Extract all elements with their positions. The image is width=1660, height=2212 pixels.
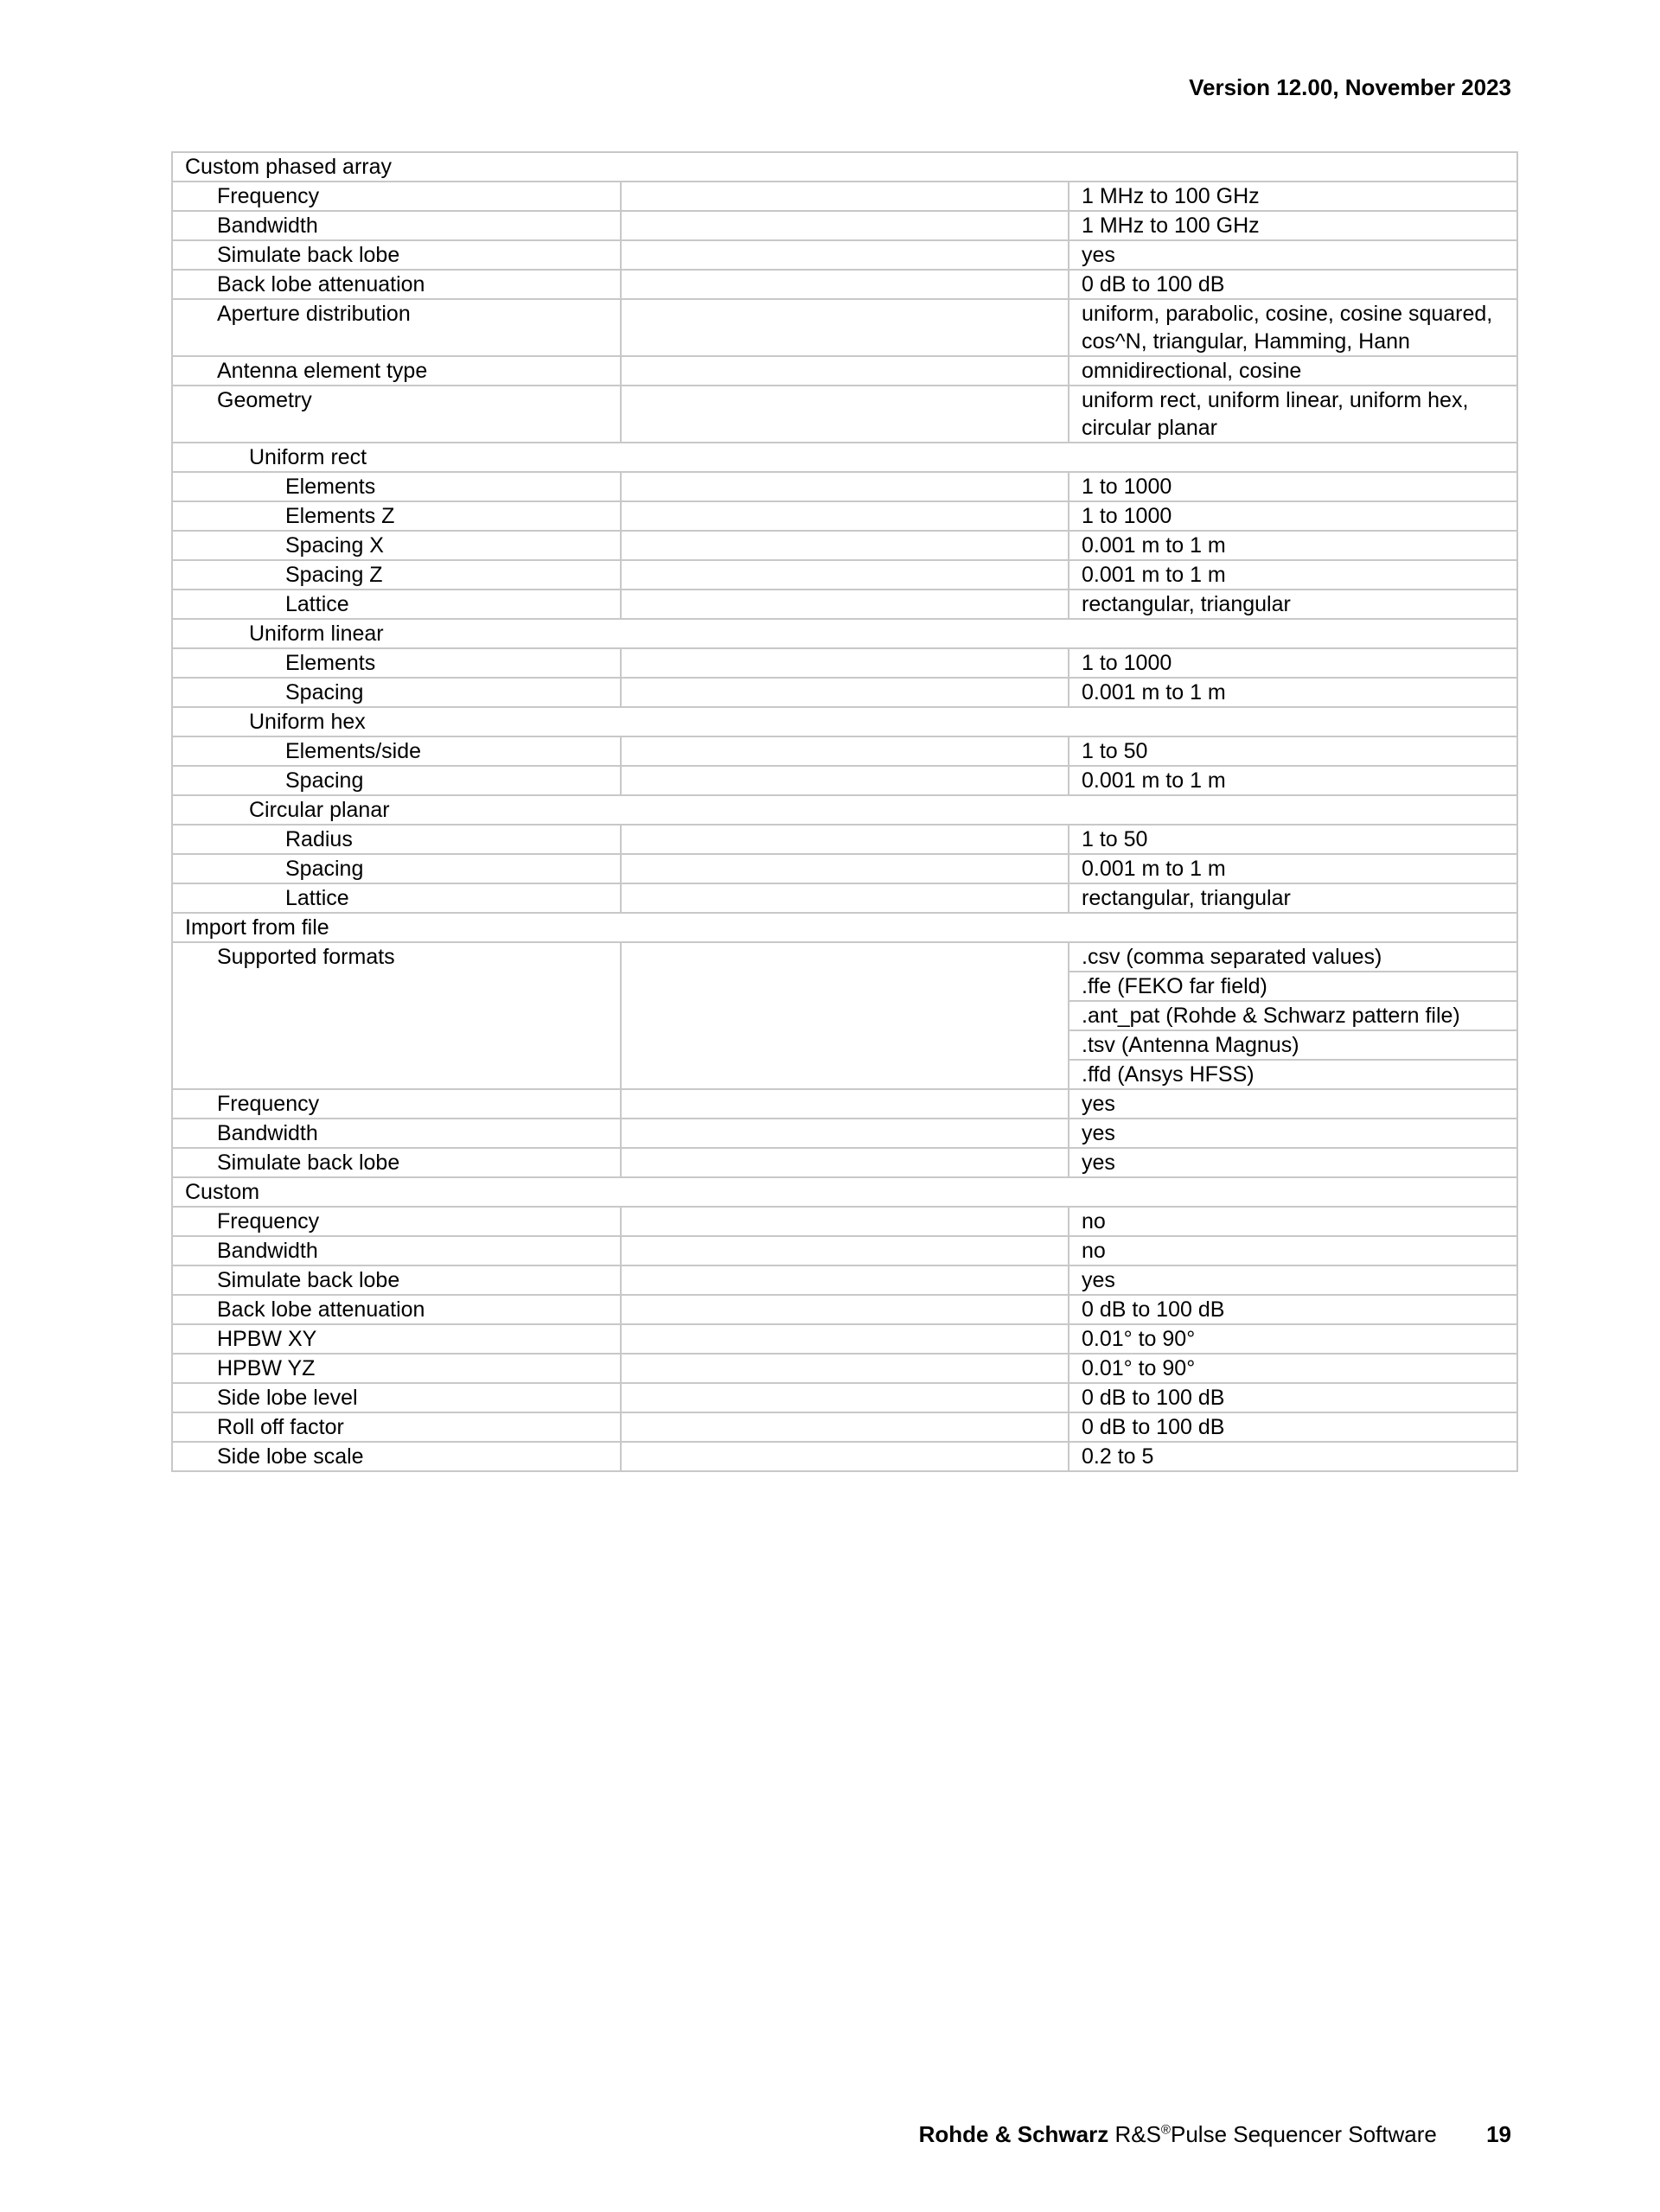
section-title: Import from file — [172, 913, 1517, 942]
table-row — [172, 854, 1517, 883]
param-label: Side lobe scale — [172, 1442, 621, 1471]
empty-cell — [621, 299, 1069, 356]
param-value: rectangular, triangular — [1069, 883, 1517, 913]
empty-cell — [621, 942, 1069, 1089]
param-value: yes — [1069, 1265, 1517, 1295]
param-label: Spacing — [172, 854, 621, 883]
format-value: .csv (comma separated values) — [1069, 942, 1517, 972]
section-row-import-from-file — [172, 913, 1517, 942]
empty-cell — [621, 501, 1069, 531]
empty-cell — [621, 1324, 1069, 1354]
header-version: Version 12.00, November 2023 — [1189, 74, 1511, 100]
footer-product-name: Pulse Sequencer Software — [1170, 2121, 1437, 2147]
table-row — [172, 299, 1517, 356]
empty-cell — [621, 1265, 1069, 1295]
param-label: Spacing — [172, 766, 621, 795]
empty-cell — [621, 1207, 1069, 1236]
param-label: Simulate back lobe — [172, 1148, 621, 1177]
param-value: 1 to 1000 — [1069, 648, 1517, 678]
table-row — [172, 560, 1517, 590]
table-row — [172, 942, 1517, 972]
empty-cell — [621, 560, 1069, 590]
table-row — [172, 211, 1517, 240]
param-label: Antenna element type — [172, 356, 621, 386]
subsection-title: Uniform linear — [172, 619, 1517, 648]
param-value: rectangular, triangular — [1069, 590, 1517, 619]
page-number: 19 — [1486, 2121, 1511, 2147]
subsection-title: Uniform hex — [172, 707, 1517, 736]
param-label: Frequency — [172, 182, 621, 211]
table-row — [172, 1119, 1517, 1148]
table-row — [172, 386, 1517, 443]
param-label: Spacing X — [172, 531, 621, 560]
empty-cell — [621, 240, 1069, 270]
table-row — [172, 472, 1517, 501]
param-label: HPBW XY — [172, 1324, 621, 1354]
param-label: HPBW YZ — [172, 1354, 621, 1383]
param-label: Lattice — [172, 883, 621, 913]
param-label: Simulate back lobe — [172, 1265, 621, 1295]
table-row — [172, 501, 1517, 531]
param-label: Back lobe attenuation — [172, 270, 621, 299]
param-value: omnidirectional, cosine — [1069, 356, 1517, 386]
param-value: 0.01° to 90° — [1069, 1324, 1517, 1354]
param-value: 1 to 1000 — [1069, 472, 1517, 501]
table-row — [172, 1148, 1517, 1177]
registered-mark: ® — [1160, 2122, 1171, 2138]
param-label: Elements — [172, 648, 621, 678]
format-value: .ant_pat (Rohde & Schwarz pattern file) — [1069, 1001, 1517, 1030]
table-row — [172, 1207, 1517, 1236]
table-row — [172, 240, 1517, 270]
param-label: Frequency — [172, 1207, 621, 1236]
table-row — [172, 766, 1517, 795]
section-row-custom-phased-array — [172, 152, 1517, 182]
table-row — [172, 1089, 1517, 1119]
empty-cell — [621, 648, 1069, 678]
param-value: 1 MHz to 100 GHz — [1069, 211, 1517, 240]
empty-cell — [621, 1383, 1069, 1412]
table-row — [172, 1265, 1517, 1295]
subsection-title: Uniform rect — [172, 443, 1517, 472]
table-row — [172, 1354, 1517, 1383]
param-label: Bandwidth — [172, 211, 621, 240]
param-label: Lattice — [172, 590, 621, 619]
empty-cell — [621, 270, 1069, 299]
param-value: no — [1069, 1207, 1517, 1236]
table-row — [172, 590, 1517, 619]
format-value: .tsv (Antenna Magnus) — [1069, 1030, 1517, 1060]
footer-brand: Rohde & Schwarz — [918, 2121, 1109, 2147]
format-value: .ffe (FEKO far field) — [1069, 972, 1517, 1001]
empty-cell — [621, 766, 1069, 795]
empty-cell — [621, 1412, 1069, 1442]
table-row — [172, 531, 1517, 560]
param-label: Elements/side — [172, 736, 621, 766]
section-row-custom — [172, 1177, 1517, 1207]
param-value: 1 MHz to 100 GHz — [1069, 182, 1517, 211]
footer-product-prefix: R&S — [1114, 2121, 1161, 2147]
table-row — [172, 736, 1517, 766]
table-row — [172, 883, 1517, 913]
param-value: 0 dB to 100 dB — [1069, 270, 1517, 299]
param-value: yes — [1069, 1119, 1517, 1148]
param-value: yes — [1069, 240, 1517, 270]
page-footer — [919, 2121, 1511, 2148]
empty-cell — [621, 883, 1069, 913]
param-label: Side lobe level — [172, 1383, 621, 1412]
table-row — [172, 1236, 1517, 1265]
empty-cell — [621, 1354, 1069, 1383]
empty-cell — [621, 1236, 1069, 1265]
empty-cell — [621, 1119, 1069, 1148]
empty-cell — [621, 182, 1069, 211]
param-label: Supported formats — [172, 942, 621, 1089]
param-value: 0.2 to 5 — [1069, 1442, 1517, 1471]
empty-cell — [621, 1295, 1069, 1324]
param-value: yes — [1069, 1089, 1517, 1119]
param-value: 0 dB to 100 dB — [1069, 1383, 1517, 1412]
table-row — [172, 270, 1517, 299]
table-row — [172, 825, 1517, 854]
table-row — [172, 648, 1517, 678]
empty-cell — [621, 472, 1069, 501]
param-label: Spacing Z — [172, 560, 621, 590]
param-label: Geometry — [172, 386, 621, 443]
param-label: Back lobe attenuation — [172, 1295, 621, 1324]
param-value: 0.001 m to 1 m — [1069, 560, 1517, 590]
empty-cell — [621, 825, 1069, 854]
subsection-row-uniform-linear — [172, 619, 1517, 648]
empty-cell — [621, 678, 1069, 707]
subsection-row-circular-planar — [172, 795, 1517, 825]
table-row — [172, 1442, 1517, 1471]
empty-cell — [621, 211, 1069, 240]
param-label: Aperture distribution — [172, 299, 621, 356]
section-title: Custom phased array — [172, 152, 1517, 182]
param-value: yes — [1069, 1148, 1517, 1177]
empty-cell — [621, 1089, 1069, 1119]
empty-cell — [621, 386, 1069, 443]
table-row — [172, 1412, 1517, 1442]
param-value: 0 dB to 100 dB — [1069, 1295, 1517, 1324]
empty-cell — [621, 590, 1069, 619]
param-label: Frequency — [172, 1089, 621, 1119]
empty-cell — [621, 736, 1069, 766]
param-label: Spacing — [172, 678, 621, 707]
subsection-title: Circular planar — [172, 795, 1517, 825]
param-label: Bandwidth — [172, 1119, 621, 1148]
table-row — [172, 182, 1517, 211]
subsection-row-uniform-rect — [172, 443, 1517, 472]
param-label: Radius — [172, 825, 621, 854]
format-value: .ffd (Ansys HFSS) — [1069, 1060, 1517, 1089]
param-value: 0.001 m to 1 m — [1069, 766, 1517, 795]
section-title: Custom — [172, 1177, 1517, 1207]
param-label: Bandwidth — [172, 1236, 621, 1265]
param-label: Simulate back lobe — [172, 240, 621, 270]
empty-cell — [621, 1442, 1069, 1471]
table-row — [172, 1295, 1517, 1324]
table-row — [172, 356, 1517, 386]
param-label: Elements Z — [172, 501, 621, 531]
param-label: Roll off factor — [172, 1412, 621, 1442]
empty-cell — [621, 356, 1069, 386]
param-value: uniform rect, uniform linear, uniform hex, circular planar — [1069, 386, 1517, 443]
param-value: 1 to 50 — [1069, 825, 1517, 854]
param-label: Elements — [172, 472, 621, 501]
param-value: 0 dB to 100 dB — [1069, 1412, 1517, 1442]
param-value: 1 to 50 — [1069, 736, 1517, 766]
empty-cell — [621, 854, 1069, 883]
param-value: 0.001 m to 1 m — [1069, 854, 1517, 883]
param-value: no — [1069, 1236, 1517, 1265]
empty-cell — [621, 1148, 1069, 1177]
table-row — [172, 678, 1517, 707]
param-value: uniform, parabolic, cosine, cosine squared, cos^N, triangular, Hamming, Hann — [1069, 299, 1517, 356]
table-row — [172, 1324, 1517, 1354]
param-value: 0.001 m to 1 m — [1069, 531, 1517, 560]
param-value: 0.001 m to 1 m — [1069, 678, 1517, 707]
spec-table — [171, 151, 1518, 1472]
param-value: 1 to 1000 — [1069, 501, 1517, 531]
table-row — [172, 1383, 1517, 1412]
subsection-row-uniform-hex — [172, 707, 1517, 736]
empty-cell — [621, 531, 1069, 560]
param-value: 0.01° to 90° — [1069, 1354, 1517, 1383]
